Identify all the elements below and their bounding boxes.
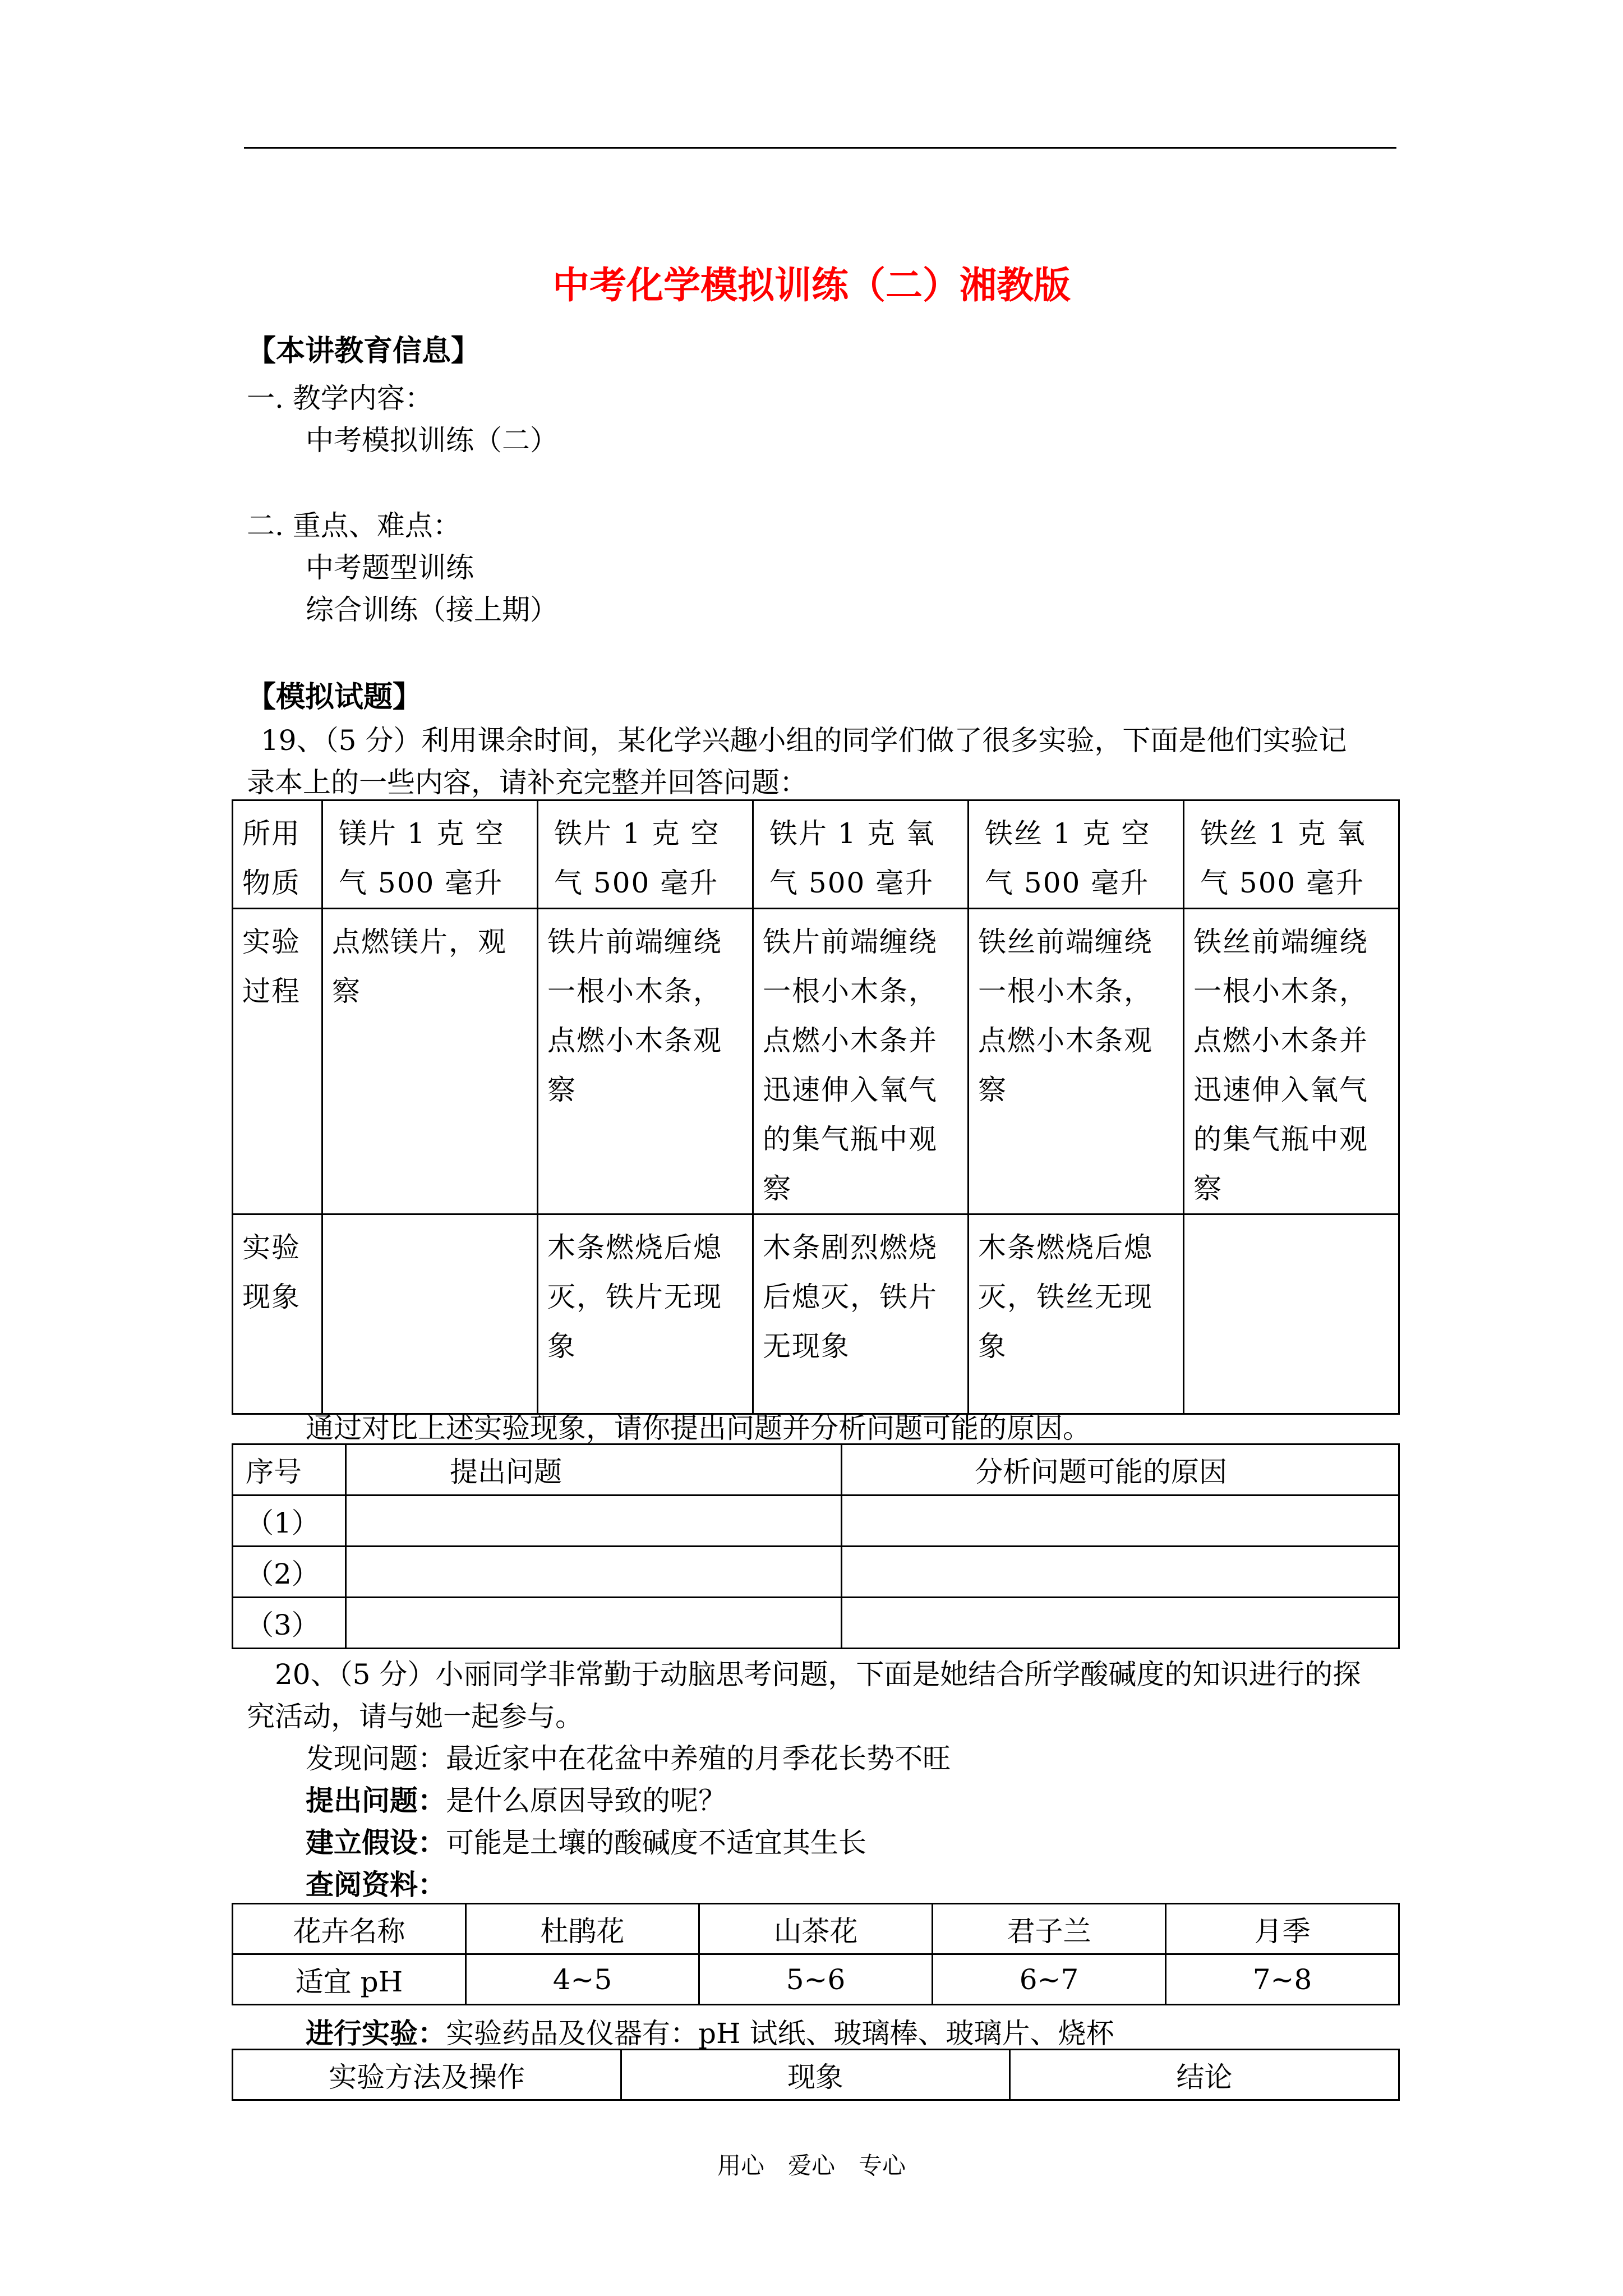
material-cell: 铁丝 1 克 氧气 500 毫升 xyxy=(1184,800,1399,909)
section-header-info: 【本讲教育信息】 xyxy=(247,334,481,368)
table-cell: 花卉名称 xyxy=(233,1904,466,1954)
material-cell: 铁丝 1 克 空气 500 毫升 xyxy=(969,800,1184,909)
row-header-process: 实验过程 xyxy=(233,909,322,1214)
table-header-row xyxy=(233,1444,1399,1496)
process-cell: 铁丝前端缠绕一根小木条，点燃小木条并迅速伸入氧气的集气瓶中观察 xyxy=(1184,909,1399,1214)
q19-text-line2: 录本上的一些内容，请补充完整并回答问题： xyxy=(247,766,808,799)
ph-table xyxy=(232,1903,1400,2005)
table-cell: 适宜 pH xyxy=(233,1954,466,2005)
experiment-result-table xyxy=(232,2049,1400,2101)
page-footer: 用心 爱心 专心 xyxy=(717,2152,906,2179)
section-header-questions: 【模拟试题】 xyxy=(247,680,422,714)
table-header-row xyxy=(233,2050,1399,2100)
table-cell: 山茶花 xyxy=(699,1904,933,1954)
table-cell: 6~7 xyxy=(933,1954,1166,2005)
table-row-process xyxy=(233,909,1399,1214)
answer-cell xyxy=(346,1547,842,1598)
row-index: （1） xyxy=(233,1496,346,1547)
table-cell: 杜鹃花 xyxy=(466,1904,699,1954)
table-row xyxy=(233,1496,1399,1547)
item2-label: 二. 重点、难点： xyxy=(247,509,461,542)
row-index: （3） xyxy=(233,1598,346,1649)
answer-cell xyxy=(842,1496,1399,1547)
row-header-materials: 所用物质 xyxy=(233,800,322,909)
process-cell: 铁片前端缠绕一根小木条，点燃小木条观察 xyxy=(538,909,753,1214)
answer-cell xyxy=(346,1598,842,1649)
table-row xyxy=(233,1547,1399,1598)
reference-label: 查阅资料： xyxy=(306,1868,446,1901)
header-phenomenon: 现象 xyxy=(621,2050,1010,2100)
page-title: 中考化学模拟训练（二）湘教版 xyxy=(552,263,1071,307)
table-row xyxy=(233,1598,1399,1649)
material-cell: 铁片 1 克 空气 500 毫升 xyxy=(538,800,753,909)
q20-text-line2: 究活动，请与她一起参与。 xyxy=(247,1700,583,1733)
table-cell: 君子兰 xyxy=(933,1904,1166,1954)
answer-cell xyxy=(842,1598,1399,1649)
header-rule xyxy=(244,147,1396,149)
table-row xyxy=(233,1954,1399,2005)
q20-text-line1: 20、（5 分）小丽同学非常勤于动脑思考问题，下面是她结合所学酸碱度的知识进行的探 xyxy=(275,1658,1361,1691)
table-cell: 5~6 xyxy=(699,1954,933,2005)
phenomenon-cell: 木条剧烈燃烧后熄灭，铁片无现象 xyxy=(753,1214,969,1414)
material-cell: 铁片 1 克 氧气 500 毫升 xyxy=(753,800,969,909)
table-row xyxy=(233,1904,1399,1954)
item1-label: 一. 教学内容： xyxy=(247,382,433,415)
phenomenon-cell: 木条燃烧后熄灭，铁丝无现象 xyxy=(969,1214,1184,1414)
table-row-materials xyxy=(233,800,1399,909)
header-conclusion: 结论 xyxy=(1010,2050,1399,2100)
question-analysis-table xyxy=(232,1443,1400,1649)
phenomenon-cell: 木条燃烧后熄灭，铁片无现象 xyxy=(538,1214,753,1414)
answer-cell xyxy=(346,1496,842,1547)
header-index: 序号 xyxy=(233,1444,346,1496)
header-reason: 分析问题可能的原因 xyxy=(842,1444,1399,1496)
hypothesis: 建立假设：可能是土壤的酸碱度不适宜其生长 xyxy=(306,1826,866,1859)
process-cell: 铁丝前端缠绕一根小木条，点燃小木条观察 xyxy=(969,909,1184,1214)
phenomenon-cell xyxy=(1184,1214,1399,1414)
table-cell: 月季 xyxy=(1166,1904,1399,1954)
process-cell: 铁片前端缠绕一根小木条，点燃小木条并迅速伸入氧气的集气瓶中观察 xyxy=(753,909,969,1214)
table-row-phenomena xyxy=(233,1214,1399,1414)
header-method: 实验方法及操作 xyxy=(233,2050,621,2100)
process-cell: 点燃镁片，观察 xyxy=(322,909,538,1214)
material-cell: 镁片 1 克 空气 500 毫升 xyxy=(322,800,538,909)
table-cell: 4~5 xyxy=(466,1954,699,2005)
q19-text-line1: 19、（5 分）利用课余时间，某化学兴趣小组的同学们做了很多实验，下面是他们实验记 xyxy=(261,724,1347,757)
item1-content: 中考模拟训练（二） xyxy=(306,424,558,457)
item2-line1: 中考题型训练 xyxy=(306,551,474,584)
find-problem: 发现问题：最近家中在花盆中养殖的月季花长势不旺 xyxy=(306,1742,951,1775)
row-header-phenomena: 实验现象 xyxy=(233,1214,322,1414)
table-cell: 7~8 xyxy=(1166,1954,1399,2005)
experiment-table xyxy=(232,799,1400,1415)
answer-cell xyxy=(842,1547,1399,1598)
experiment-materials: 进行实验：实验药品及仪器有：pH 试纸、玻璃棒、玻璃片、烧杯 xyxy=(306,2017,1114,2050)
row-index: （2） xyxy=(233,1547,346,1598)
compare-instruction: 通过对比上述实验现象，请你提出问题并分析问题可能的原因。 xyxy=(306,1412,1091,1444)
ask-problem: 提出问题：是什么原因导致的呢？ xyxy=(306,1784,726,1817)
header-question: 提出问题 xyxy=(346,1444,842,1496)
item2-line2: 综合训练（接上期） xyxy=(306,593,558,626)
phenomenon-cell xyxy=(322,1214,538,1414)
